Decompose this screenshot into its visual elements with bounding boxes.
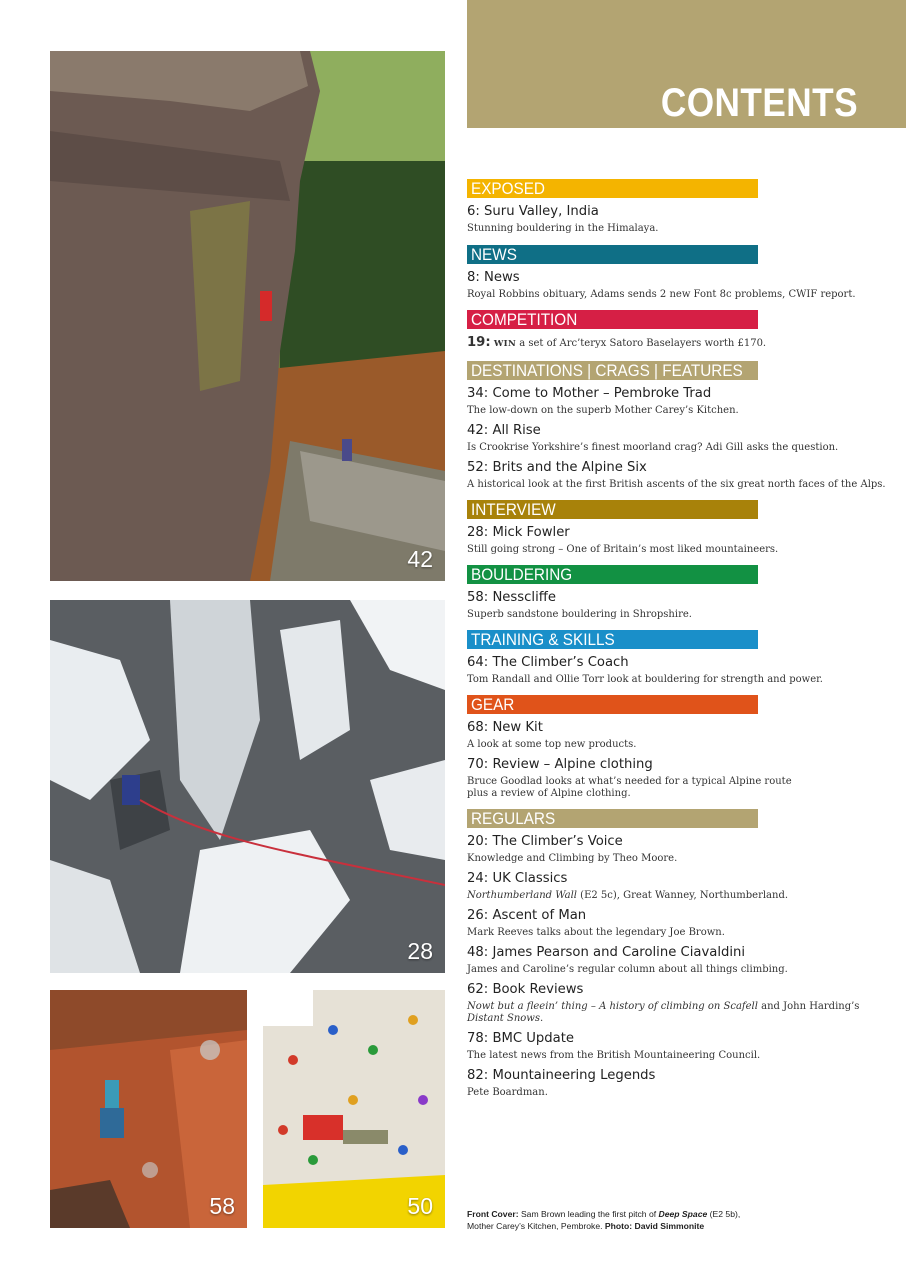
item-page-number: 24: [467, 871, 489, 886]
item-title: New Kit [492, 720, 543, 735]
section-bouldering [467, 565, 887, 621]
item-description [467, 890, 887, 902]
item-page-number: 68: [467, 720, 489, 735]
item-description-line2: plus a review of Alpine clothing. [467, 788, 631, 799]
photo-crag-climbers [50, 51, 445, 581]
section-heading-label: INTERVIEW [471, 500, 556, 519]
section-heading-label: COMPETITION [471, 310, 578, 329]
item-description [467, 1050, 887, 1062]
section-heading-label: TRAINING & SKILLS [471, 630, 615, 649]
section-heading [467, 565, 758, 584]
section-interview [467, 500, 887, 556]
credit-location: Mother Carey’s Kitchen, Pembroke. [467, 1221, 605, 1231]
section-regulars [467, 809, 887, 1099]
item-description-text: James and Caroline’s regular column about all things climbing. [467, 964, 788, 975]
section-competition [467, 310, 887, 352]
item-description [467, 674, 887, 686]
contents-item[interactable] [467, 871, 887, 902]
item-description [467, 544, 887, 556]
item-page-number: 8: [467, 270, 480, 285]
contents-item[interactable] [467, 908, 887, 939]
item-title-line [467, 720, 887, 736]
item-title: All Rise [492, 423, 541, 438]
item-description-text: (E2 5c), Great Wanney, Northumberland. [576, 890, 789, 901]
page-title: CONTENTS [660, 81, 858, 125]
item-title-line [467, 757, 887, 773]
photo-page-number: 58 [209, 1193, 235, 1219]
photo-page-number: 50 [407, 1193, 433, 1219]
item-description [467, 1001, 887, 1025]
item-description [467, 609, 887, 621]
credit-text: Sam Brown leading the first pitch of [518, 1209, 659, 1219]
item-page-number: 28: [467, 525, 489, 540]
item-page-number: 64: [467, 655, 489, 670]
section-destinations-crags-features [467, 361, 887, 491]
item-page-number: 19: [467, 335, 491, 350]
item-title: Review – Alpine clothing [492, 757, 653, 772]
section-training-skills [467, 630, 887, 686]
contents-item[interactable] [467, 335, 887, 352]
contents-item[interactable] [467, 460, 887, 491]
section-heading [467, 179, 758, 198]
item-description-text: A historical look at the first British ascents of the six great north faces of the Alps. [467, 479, 886, 490]
item-description [467, 289, 887, 301]
item-description-text: The low-down on the superb Mother Carey’s Kitchen. [467, 405, 739, 416]
item-description-text: Mark Reeves talks about the legendary Joe Brown. [467, 927, 725, 938]
item-description-text: Stunning bouldering in the Himalaya. [467, 223, 659, 234]
item-description-text: Superb sandstone bouldering in Shropshire. [467, 609, 692, 620]
item-title-line [467, 204, 887, 220]
photo-page-number: 42 [407, 546, 433, 572]
contents-header-band [467, 0, 906, 128]
item-page-number: 62: [467, 982, 489, 997]
item-title-line [467, 525, 887, 541]
item-description-line2: Distant Snows. [467, 1013, 544, 1024]
item-description-text: Tom Randall and Ollie Torr look at bouldering for strength and power. [467, 674, 823, 685]
credit-photographer: Photo: David Simmonite [604, 1221, 705, 1231]
item-description-text: Bruce Goodlad looks at what’s needed for a typical Alpine route [467, 776, 792, 787]
section-heading [467, 630, 758, 649]
item-page-number: 6: [467, 204, 480, 219]
item-description-text: and John Harding’s [757, 1001, 860, 1012]
contents-item[interactable] [467, 386, 887, 417]
item-description [467, 739, 887, 751]
item-title-line [467, 871, 887, 887]
item-description [467, 964, 887, 976]
contents-item[interactable] [467, 982, 887, 1025]
item-title: The Climber’s Coach [492, 655, 629, 670]
item-title-line [467, 655, 887, 671]
win-label: WIN [493, 339, 517, 349]
item-title: BMC Update [492, 1031, 575, 1046]
section-gear [467, 695, 887, 800]
item-page-number: 70: [467, 757, 489, 772]
item-title-line [467, 270, 887, 286]
contents-item[interactable] [467, 590, 887, 621]
section-heading-label: EXPOSED [471, 179, 545, 198]
item-description [467, 405, 887, 417]
item-description [467, 927, 887, 939]
section-heading-label: DESTINATIONS | CRAGS | FEATURES [471, 361, 743, 380]
item-title: Brits and the Alpine Six [492, 460, 647, 475]
item-page-number: 48: [467, 945, 489, 960]
item-title-line [467, 1068, 887, 1084]
item-title: Nesscliffe [492, 590, 556, 605]
item-description-text: Pete Boardman. [467, 1087, 548, 1098]
item-title-line [467, 982, 887, 998]
credit-route: Deep Space [658, 1209, 708, 1219]
item-title-line [467, 590, 887, 606]
photo-snowy-wall [50, 600, 445, 973]
credit-label: Front Cover: [467, 1209, 519, 1219]
item-description [467, 479, 887, 491]
contents-item[interactable] [467, 1031, 887, 1062]
section-heading [467, 245, 758, 264]
section-heading [467, 500, 758, 519]
item-title-line [467, 834, 887, 850]
item-description-text: Royal Robbins obituary, Adams sends 2 new Font 8c problems, CWIF report. [467, 289, 856, 300]
item-title: Book Reviews [492, 982, 584, 997]
item-page-number: 58: [467, 590, 489, 605]
contents-item[interactable] [467, 655, 887, 686]
photo-crag-image [50, 51, 445, 581]
section-heading-label: BOULDERING [471, 565, 573, 584]
item-description-text: A look at some top new products. [467, 739, 637, 750]
photo-climbing-wall [263, 990, 445, 1228]
section-exposed [467, 179, 887, 235]
contents-item[interactable] [467, 720, 887, 751]
item-description [467, 776, 887, 800]
item-description [467, 1087, 887, 1099]
item-page-number: 42: [467, 423, 489, 438]
section-heading [467, 361, 758, 380]
section-heading [467, 310, 758, 329]
item-title-line [467, 335, 887, 352]
item-description-text: Still going strong – One of Britain’s most liked mountaineers. [467, 544, 779, 555]
item-title: UK Classics [492, 871, 568, 886]
photo-sandstone-boulder [50, 990, 247, 1228]
section-heading [467, 695, 758, 714]
item-description: a set of Arc’teryx Satoro Baselayers worth £170. [519, 338, 767, 349]
item-page-number: 82: [467, 1068, 489, 1083]
item-description-italic: Nowt but a fleein’ thing – A history of climbing on Scafell [467, 1001, 758, 1012]
photo-page-number: 28 [407, 938, 433, 964]
item-title-line [467, 460, 887, 476]
item-page-number: 52: [467, 460, 489, 475]
item-page-number: 26: [467, 908, 489, 923]
item-description-text: Is Crookrise Yorkshire’s finest moorland crag? Adi Gill asks the question. [467, 442, 839, 453]
contents-item[interactable] [467, 423, 887, 454]
table-of-contents [467, 179, 887, 1099]
item-title: News [484, 270, 520, 285]
item-title-line [467, 945, 887, 961]
item-page-number: 78: [467, 1031, 489, 1046]
item-title: James Pearson and Caroline Ciavaldini [492, 945, 746, 960]
item-title: The Climber’s Voice [492, 834, 623, 849]
contents-item[interactable] [467, 1068, 887, 1099]
item-description [467, 442, 887, 454]
item-page-number: 34: [467, 386, 489, 401]
contents-item[interactable] [467, 834, 887, 865]
item-title: Mountaineering Legends [492, 1068, 656, 1083]
front-cover-credit [467, 1208, 887, 1232]
item-description-text: The latest news from the British Mountaineering Council. [467, 1050, 761, 1061]
item-description-italic: Northumberland Wall [467, 890, 577, 901]
contents-item[interactable] [467, 757, 887, 800]
item-title-line [467, 423, 887, 439]
contents-item[interactable] [467, 204, 887, 235]
section-heading-label: GEAR [471, 695, 515, 714]
contents-item[interactable] [467, 270, 887, 301]
item-title: Come to Mother – Pembroke Trad [492, 386, 712, 401]
item-title-line [467, 386, 887, 402]
item-title: Ascent of Man [492, 908, 587, 923]
section-heading [467, 809, 758, 828]
section-heading-label: REGULARS [471, 809, 556, 828]
item-title-line [467, 1031, 887, 1047]
item-page-number: 20: [467, 834, 489, 849]
item-description-text: Knowledge and Climbing by Theo Moore. [467, 853, 678, 864]
section-news [467, 245, 887, 301]
section-heading-label: NEWS [471, 245, 517, 264]
photo-snow-image [50, 600, 445, 973]
contents-item[interactable] [467, 525, 887, 556]
item-description [467, 853, 887, 865]
contents-item[interactable] [467, 945, 887, 976]
item-title: Suru Valley, India [484, 204, 599, 219]
item-title-line [467, 908, 887, 924]
credit-text-grade: (E2 5b), [707, 1209, 741, 1219]
item-title: Mick Fowler [492, 525, 570, 540]
item-description [467, 223, 887, 235]
